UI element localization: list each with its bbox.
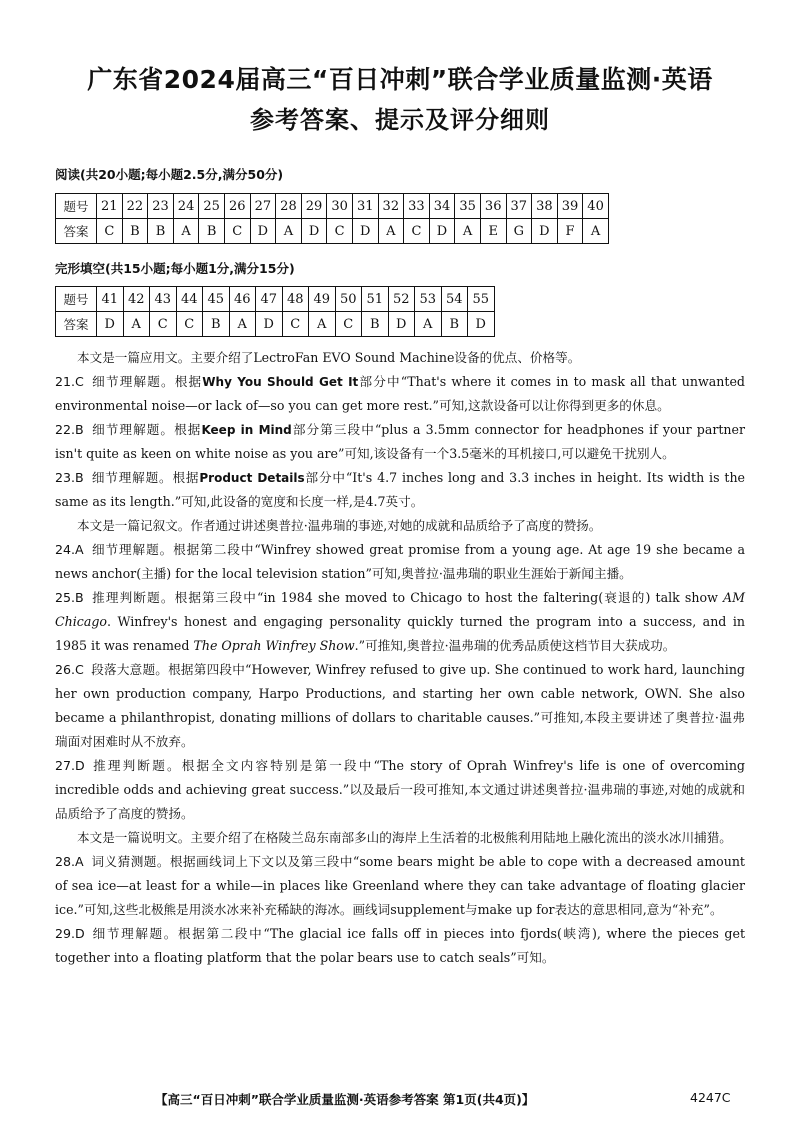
explanation-27: 27.D 推理判断题。根据全文内容特别是第一段中“The story of Oprah Winfrey's life is one of overcoming incredible odds and achieving great success.”以及最后一段可推知,本文通过讲述奥普拉·温弗瑞的事迹,对她的成就和品质给予了高度的赞扬。: [55, 754, 745, 826]
number-cell: 31: [352, 194, 378, 219]
passage-b-intro: 本文是一篇记叙文。作者通过讲述奥普拉·温弗瑞的事迹,对她的成就和品质给予了高度的赞扬。: [77, 518, 602, 533]
reading-answer-table: [55, 193, 609, 244]
answer-cell: A: [378, 219, 404, 244]
number-cell: 38: [532, 194, 558, 219]
number-cell: 40: [583, 194, 609, 219]
answer-cell: D: [97, 312, 124, 337]
number-cell: 53: [415, 287, 442, 312]
number-cell: 35: [455, 194, 481, 219]
question-number: 22.B: [55, 422, 84, 437]
answer-cell: A: [123, 312, 150, 337]
row-label: 题号: [56, 194, 97, 219]
answer-cell: D: [532, 219, 558, 244]
answer-cell: G: [506, 219, 532, 244]
passage-c-intro: 本文是一篇说明文。主要介绍了在格陵兰岛东南部多山的海岸上生活着的北极熊利用陆地上融化流出的淡水冰川捕猎。: [77, 830, 732, 845]
number-cell: 51: [362, 287, 389, 312]
show-title: AM Chicago: [55, 590, 745, 629]
number-cell: 25: [199, 194, 225, 219]
answer-cell: A: [455, 219, 481, 244]
number-cell: 47: [256, 287, 283, 312]
answer-cell: A: [229, 312, 256, 337]
show-title: The Oprah Winfrey Show: [193, 638, 355, 653]
question-number: 29.D: [55, 926, 85, 941]
question-number: 26.C: [55, 662, 84, 677]
number-cell: 27: [250, 194, 276, 219]
question-number: 23.B: [55, 470, 84, 485]
answer-cell: C: [97, 219, 123, 244]
explanation-23: 23.B 细节理解题。根据Product Details部分中“It's 4.7 inches long and 3.3 inches in height. Its width is the same as its length.”可知,此设备的宽度和长度一样,是4.7英寸。: [55, 466, 745, 514]
answer-cell: B: [441, 312, 468, 337]
answer-cell: A: [583, 219, 609, 244]
answer-cell: B: [122, 219, 148, 244]
number-cell: 55: [468, 287, 495, 312]
row-label: 答案: [56, 219, 97, 244]
answer-cell: B: [362, 312, 389, 337]
number-cell: 36: [480, 194, 506, 219]
answer-cell: D: [429, 219, 455, 244]
answer-cell: C: [335, 312, 362, 337]
question-number: 25.B: [55, 590, 84, 605]
explanations-body: [55, 346, 745, 970]
cloze-answer-table: [55, 286, 495, 337]
passage-a-intro: 本文是一篇应用文。主要介绍了LectroFan EVO Sound Machine设备的优点、价格等。: [77, 350, 581, 365]
explanation-26: 26.C 段落大意题。根据第四段中“However, Winfrey refused to give up. She continued to work hard, launching her own production company, Harpo Productions, and starting her own cable network, OWN. She also became a philanthropist, donating millions of dollars to charitable causes.”可推知,本段主要讲述了奥普拉·温弗瑞面对困难时从不放弃。: [55, 658, 745, 754]
answer-cell: C: [150, 312, 177, 337]
question-number: 27.D: [55, 758, 85, 773]
explanation-29: 29.D 细节理解题。根据第二段中“The glacial ice falls off in pieces into fjords(峡湾), where the pieces get together into a floating platform that the polar bears use to catch seals”可知。: [55, 922, 745, 970]
explanation-22: 22.B 细节理解题。根据Keep in Mind部分第三段中“plus a 3.5mm connector for headphones if your partner isn't quite as keen on white noise as you are”可知,该设备有一个3.5毫米的耳机接口,可以避免干扰别人。: [55, 418, 745, 466]
answer-cell: C: [282, 312, 309, 337]
number-cell: 42: [123, 287, 150, 312]
cloze-section-heading: 完形填空(共15小题;每小题1分,满分15分): [55, 261, 295, 276]
answer-cell: C: [176, 312, 203, 337]
page-subtitle: 参考答案、提示及评分细则: [250, 106, 550, 134]
answer-cell: B: [199, 219, 225, 244]
answer-cell: C: [327, 219, 353, 244]
number-cell: 54: [441, 287, 468, 312]
reading-section-heading: 阅读(共20小题;每小题2.5分,满分50分): [55, 167, 284, 182]
cloze-answer-row: [56, 312, 495, 337]
answer-cell: D: [256, 312, 283, 337]
answer-cell: D: [468, 312, 495, 337]
number-cell: 26: [224, 194, 250, 219]
answer-cell: C: [404, 219, 430, 244]
number-cell: 37: [506, 194, 532, 219]
reading-number-row: [56, 194, 609, 219]
question-number: 24.A: [55, 542, 84, 557]
answer-cell: E: [480, 219, 506, 244]
question-number: 28.A: [55, 854, 84, 869]
number-cell: 34: [429, 194, 455, 219]
answer-cell: A: [309, 312, 336, 337]
explanation-25: 25.B 推理判断题。根据第三段中“in 1984 she moved to Chicago to host the faltering(衰退的) talk show AM Chicago. Winfrey's honest and engaging personality quickly turned the program into a success, and in 1985 it was renamed The Oprah Winfrey Show.”可推知,奥普拉·温弗瑞的优秀品质使这档节目大获成功。: [55, 586, 745, 658]
number-cell: 44: [176, 287, 203, 312]
number-cell: 43: [150, 287, 177, 312]
answer-cell: D: [250, 219, 276, 244]
cloze-number-row: [56, 287, 495, 312]
row-label: 答案: [56, 312, 97, 337]
number-cell: 45: [203, 287, 230, 312]
number-cell: 21: [97, 194, 123, 219]
number-cell: 49: [309, 287, 336, 312]
reading-answer-row: [56, 219, 609, 244]
number-cell: 41: [97, 287, 124, 312]
answer-cell: A: [415, 312, 442, 337]
number-cell: 50: [335, 287, 362, 312]
answer-cell: A: [276, 219, 302, 244]
number-cell: 23: [148, 194, 174, 219]
explanation-21: 21.C 细节理解题。根据Why You Should Get It部分中“That's where it comes in to mask all that unwanted environmental noise—or lack of—so you can get more rest.”可知,这款设备可以让你得到更多的休息。: [55, 370, 745, 418]
answer-cell: A: [173, 219, 199, 244]
answer-cell: D: [352, 219, 378, 244]
number-cell: 33: [404, 194, 430, 219]
page-title: 广东省2024届高三“百日冲刺”联合学业质量监测·英语: [87, 65, 713, 94]
number-cell: 46: [229, 287, 256, 312]
number-cell: 22: [122, 194, 148, 219]
answer-cell: B: [148, 219, 174, 244]
answer-cell: B: [203, 312, 230, 337]
number-cell: 39: [557, 194, 583, 219]
explanation-28: 28.A 词义猜测题。根据画线词上下文以及第三段中“some bears might be able to cope with a decreased amount of sea ice—at least for a while—in places like Greenland where they can take advantage of floating glacier ice.”可知,这些北极熊是用淡水冰来补充稀缺的海冰。画线词supplement与make up for表达的意思相同,意为“补充”。: [55, 850, 745, 922]
number-cell: 24: [173, 194, 199, 219]
number-cell: 32: [378, 194, 404, 219]
answer-cell: D: [301, 219, 327, 244]
number-cell: 28: [276, 194, 302, 219]
page-footer: 【高三“百日冲刺”联合学业质量监测·英语参考答案 第1页(共4页)】: [155, 1092, 535, 1107]
answer-cell: D: [388, 312, 415, 337]
paper-code: 4247C: [690, 1090, 731, 1105]
section-ref: Product Details: [199, 471, 305, 485]
number-cell: 29: [301, 194, 327, 219]
number-cell: 30: [327, 194, 353, 219]
question-number: 21.C: [55, 374, 84, 389]
section-ref: Keep in Mind: [201, 423, 292, 437]
explanation-24: 24.A 细节理解题。根据第二段中“Winfrey showed great promise from a young age. At age 19 she became a news anchor(主播) for the local television station”可知,奥普拉·温弗瑞的职业生涯始于新闻主播。: [55, 538, 745, 586]
number-cell: 52: [388, 287, 415, 312]
number-cell: 48: [282, 287, 309, 312]
section-ref: Why You Should Get It: [202, 375, 359, 389]
answer-cell: C: [224, 219, 250, 244]
answer-cell: F: [557, 219, 583, 244]
row-label: 题号: [56, 287, 97, 312]
